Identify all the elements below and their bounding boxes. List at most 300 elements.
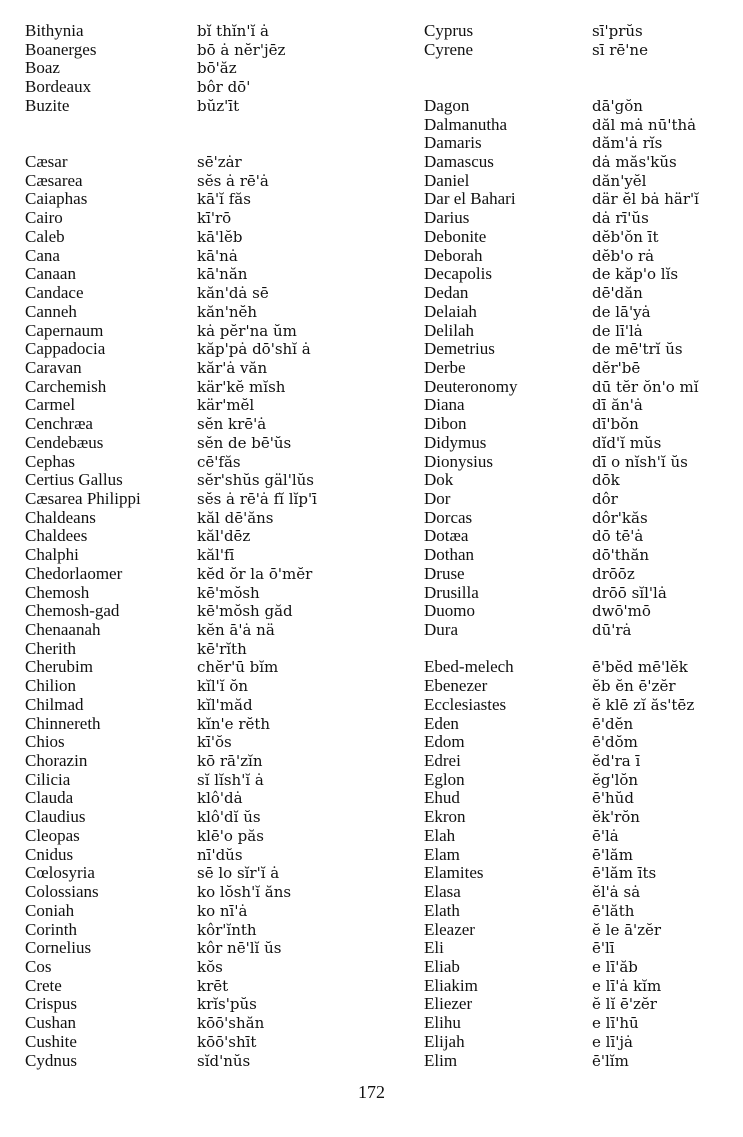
entry-pronunciation: ĕl'ȧ sȧ	[592, 883, 641, 902]
entry-name: Druse	[424, 563, 465, 583]
entry-name: Cushan	[25, 1013, 76, 1033]
entry-name: Canaan	[25, 264, 76, 284]
entry-name: Dura	[424, 620, 458, 639]
entry-name: Chilion	[25, 676, 77, 696]
dictionary-entry	[25, 1052, 355, 1071]
entry-pronunciation: ē'bĕd mē'lĕk	[592, 658, 688, 677]
dictionary-entry	[424, 396, 743, 415]
entry-name: Crispus	[25, 994, 77, 1014]
entry-name: Canneh	[25, 301, 77, 321]
entry-name: Capernaum	[25, 320, 104, 340]
entry-pronunciation: ē'lī	[592, 939, 615, 958]
entry-name: Elam	[424, 844, 460, 864]
entry-pronunciation: sĭd'nŭs	[197, 1051, 251, 1070]
entry-name: Elath	[424, 900, 460, 920]
entry-pronunciation: kȧ pĕr'na ŭm	[197, 321, 297, 340]
dictionary-entry	[424, 958, 743, 977]
dictionary-entry	[25, 771, 355, 790]
dictionary-entry	[424, 658, 743, 677]
entry-pronunciation: sē lo sĭr'ĭ ȧ	[197, 864, 280, 883]
entry-name: Cleopas	[25, 825, 80, 845]
entry-pronunciation: ĕ klē zĭ ăs'tēz	[592, 695, 695, 714]
entry-pronunciation: ē'lăth	[592, 901, 635, 920]
dictionary-entry	[25, 59, 355, 78]
entry-pronunciation: sĕn krē'ȧ	[197, 415, 267, 434]
dictionary-entry	[424, 284, 743, 303]
dictionary-entry	[424, 97, 743, 116]
dictionary-entry	[25, 546, 355, 565]
entry-name: Cenchræa	[25, 414, 93, 434]
dictionary-entry	[424, 846, 743, 865]
entry-pronunciation: dăl mȧ nū'thȧ	[592, 115, 697, 134]
entry-pronunciation: ē'lăm	[592, 845, 633, 864]
entry-pronunciation: kăl dē'ăns	[197, 508, 274, 527]
entry-pronunciation: kī'ŏs	[197, 733, 232, 752]
dictionary-entry	[424, 696, 743, 715]
entry-name: Elamites	[424, 863, 484, 883]
entry-pronunciation: kōō'shīt	[197, 1032, 257, 1051]
dictionary-entry	[25, 172, 355, 191]
entry-name: Cnidus	[25, 844, 74, 864]
entry-name: Eliezer	[424, 994, 473, 1014]
entry-name: Chalphi	[25, 545, 79, 565]
dictionary-entry	[25, 827, 355, 846]
dictionary-entry	[25, 864, 355, 883]
entry-pronunciation: bō'ăz	[197, 59, 237, 78]
dictionary-entry	[424, 808, 743, 827]
dictionary-entry	[424, 827, 743, 846]
dictionary-entry	[25, 190, 355, 209]
entry-name: Crete	[25, 975, 62, 995]
entry-pronunciation: chĕr'ū bĭm	[197, 658, 279, 677]
dictionary-entry	[424, 41, 743, 60]
dictionary-entry	[424, 602, 743, 621]
entry-name: Elijah	[424, 1031, 465, 1051]
entry-pronunciation: dĕr'bē	[592, 358, 641, 377]
entry-pronunciation: e lī'ăb	[592, 957, 638, 976]
dictionary-entry	[25, 565, 355, 584]
entry-pronunciation: ĕ lĭ ē'zĕr	[592, 995, 657, 1014]
entry-pronunciation: ē'dŏm	[592, 733, 638, 752]
entry-pronunciation: sĭ lĭsh'ĭ ȧ	[197, 770, 264, 789]
entry-name: Eli	[424, 938, 444, 958]
entry-name: Didymus	[424, 432, 487, 452]
dictionary-entry	[424, 621, 743, 640]
entry-pronunciation: dăn'yĕl	[592, 171, 647, 190]
dictionary-entry	[25, 153, 355, 172]
entry-pronunciation: de lī'lȧ	[592, 321, 643, 340]
entry-pronunciation: dā'gŏn	[592, 96, 643, 115]
entry-name: Elihu	[424, 1013, 461, 1033]
entry-pronunciation: kā'lĕb	[197, 227, 243, 246]
dictionary-entry	[25, 509, 355, 528]
dictionary-entry	[424, 322, 743, 341]
entry-name: Cairo	[25, 208, 63, 228]
dictionary-entry	[25, 921, 355, 940]
entry-name: Damascus	[424, 152, 494, 172]
entry-name: Cherubim	[25, 657, 93, 677]
entry-name: Corinth	[25, 919, 77, 939]
entry-pronunciation: dôr	[592, 489, 618, 508]
entry-pronunciation: ĕ le ā'zĕr	[592, 920, 662, 939]
dictionary-entry	[424, 209, 743, 228]
dictionary-entry	[424, 883, 743, 902]
entry-name: Decapolis	[424, 264, 492, 284]
dictionary-entry	[424, 715, 743, 734]
dictionary-entry	[25, 265, 355, 284]
entry-pronunciation: dôr'kăs	[592, 508, 648, 527]
entry-pronunciation: de kăp'o lĭs	[592, 265, 679, 284]
dictionary-entry	[25, 939, 355, 958]
dictionary-entry	[25, 303, 355, 322]
left-column	[25, 22, 355, 1070]
entry-pronunciation: de mē'trĭ ŭs	[592, 340, 683, 359]
entry-name: Chilmad	[25, 694, 84, 714]
entry-pronunciation: ĕg'lŏn	[592, 770, 639, 789]
dictionary-entry	[424, 921, 743, 940]
entry-pronunciation: kĕd ŏr la ō'mĕr	[197, 564, 313, 583]
entry-pronunciation: klô'dĭ ŭs	[197, 808, 261, 827]
entry-name: Eliakim	[424, 975, 478, 995]
entry-pronunciation: klô'dȧ	[197, 789, 243, 808]
entry-pronunciation: kôr nē'lĭ ŭs	[197, 939, 282, 958]
entry-pronunciation: ĕk'rŏn	[592, 808, 640, 827]
entry-name: Boanerges	[25, 39, 97, 59]
dictionary-entry	[25, 584, 355, 603]
dictionary-entry	[424, 509, 743, 528]
entry-name: Edrei	[424, 751, 461, 771]
dictionary-entry	[25, 1014, 355, 1033]
entry-pronunciation: kĭl'măd	[197, 695, 253, 714]
entry-name: Ebed-melech	[424, 657, 514, 677]
dictionary-entry	[25, 883, 355, 902]
entry-name: Eden	[424, 713, 459, 733]
entry-pronunciation: kăn'nĕh	[197, 302, 258, 321]
entry-pronunciation: kĭn'e rĕth	[197, 714, 271, 733]
entry-pronunciation: kôr'ĭnth	[197, 920, 257, 939]
entry-name: Chaldees	[25, 526, 88, 546]
entry-name: Cornelius	[25, 938, 92, 958]
dictionary-entry	[25, 396, 355, 415]
dictionary-entry	[25, 658, 355, 677]
entry-pronunciation: kăr'ȧ văn	[197, 358, 268, 377]
dictionary-entry	[424, 902, 743, 921]
entry-name: Dalmanutha	[424, 114, 508, 134]
dictionary-entry	[25, 902, 355, 921]
dictionary-entry	[424, 453, 743, 472]
dictionary-entry	[25, 808, 355, 827]
dictionary-entry	[25, 41, 355, 60]
dictionary-entry	[424, 771, 743, 790]
entry-pronunciation: drōōz	[592, 564, 635, 583]
dictionary-entry	[25, 209, 355, 228]
entry-name: Eglon	[424, 769, 465, 789]
dictionary-entry	[25, 490, 355, 509]
dictionary-entry	[25, 789, 355, 808]
entry-pronunciation: kăl'fī	[197, 546, 235, 565]
entry-pronunciation: sĕr'shŭs gäl'lŭs	[197, 471, 314, 490]
dictionary-entry	[424, 995, 743, 1014]
entry-name: Darius	[424, 208, 470, 228]
dictionary-entry	[25, 247, 355, 266]
entry-name: Ebenezer	[424, 676, 488, 696]
entry-name: Coniah	[25, 900, 75, 920]
entry-name: Deuteronomy	[424, 376, 518, 396]
entry-name: Dibon	[424, 414, 467, 434]
entry-name: Chorazin	[25, 751, 88, 771]
dictionary-entry	[424, 546, 743, 565]
dictionary-entry	[424, 134, 743, 153]
entry-pronunciation: dī ăn'ȧ	[592, 396, 643, 415]
entry-name: Cœlosyria	[25, 863, 95, 883]
entry-name: Dar el Bahari	[424, 189, 516, 209]
entry-pronunciation: dū'rȧ	[592, 621, 632, 639]
entry-name: Edom	[424, 732, 465, 752]
entry-name: Cyrene	[424, 39, 474, 59]
entry-name: Delaiah	[424, 301, 477, 321]
entry-pronunciation: dĭd'ĭ mŭs	[592, 433, 662, 452]
dictionary-entry	[424, 752, 743, 771]
entry-name: Dothan	[424, 545, 475, 565]
entry-name: Elim	[424, 1050, 458, 1070]
entry-name: Cana	[25, 245, 60, 265]
entry-name: Buzite	[25, 95, 70, 115]
entry-pronunciation: sī rē'ne	[592, 40, 648, 59]
dictionary-entry	[424, 565, 743, 584]
entry-pronunciation: kē'mŏsh	[197, 583, 260, 602]
dictionary-entry	[25, 995, 355, 1014]
dictionary-entry	[25, 434, 355, 453]
entry-name: Chaldeans	[25, 507, 96, 527]
entry-pronunciation: klē'o păs	[197, 826, 264, 845]
entry-pronunciation: dăm'ȧ rĭs	[592, 134, 663, 153]
entry-name: Cendebæus	[25, 432, 104, 452]
dictionary-entry	[424, 247, 743, 266]
entry-name: Cappadocia	[25, 339, 106, 359]
dictionary-entry	[25, 471, 355, 490]
dictionary-entry	[424, 303, 743, 322]
dictionary-entry	[424, 172, 743, 191]
entry-pronunciation: kär'mĕl	[197, 396, 255, 415]
entry-name: Caravan	[25, 357, 82, 377]
dictionary-entry	[424, 733, 743, 752]
entry-pronunciation: kē'rĭth	[197, 639, 247, 658]
dictionary-entry	[424, 1052, 743, 1071]
entry-spacer	[424, 59, 743, 78]
entry-name: Boaz	[25, 58, 60, 78]
entry-name: Duomo	[424, 601, 475, 621]
entry-pronunciation: kē'mŏsh găd	[197, 602, 293, 621]
entry-pronunciation: ē'hŭd	[592, 789, 634, 808]
dictionary-entry	[25, 228, 355, 247]
dictionary-entry	[25, 359, 355, 378]
dictionary-entry	[424, 228, 743, 247]
entry-pronunciation: ē'dĕn	[592, 714, 634, 733]
dictionary-entry	[25, 322, 355, 341]
entry-name: Claudius	[25, 807, 86, 827]
entry-pronunciation: e lī'jȧ	[592, 1032, 633, 1051]
entry-pronunciation: kăl'dēz	[197, 527, 251, 546]
entry-pronunciation: dwō'mō	[592, 602, 651, 621]
entry-pronunciation: krĭs'pŭs	[197, 995, 257, 1014]
entry-name: Derbe	[424, 357, 466, 377]
entry-name: Bordeaux	[25, 77, 92, 97]
entry-spacer	[424, 640, 743, 659]
entry-name: Carmel	[25, 395, 76, 415]
entry-pronunciation: e lī'hū	[592, 1014, 639, 1033]
dictionary-entry	[424, 190, 743, 209]
entry-pronunciation: dȧ măs'kŭs	[592, 153, 677, 172]
dictionary-entry	[25, 696, 355, 715]
dictionary-entry	[25, 340, 355, 359]
dictionary-entry	[424, 378, 743, 397]
dictionary-entry	[424, 340, 743, 359]
entry-pronunciation: nī'dŭs	[197, 845, 243, 864]
entry-name: Cæsarea	[25, 170, 83, 190]
entry-name: Chios	[25, 732, 65, 752]
entry-pronunciation: kā'nȧ	[197, 246, 238, 265]
dictionary-entry	[25, 715, 355, 734]
dictionary-entry	[424, 415, 743, 434]
entry-name: Chenaanah	[25, 620, 101, 639]
entry-name: Cydnus	[25, 1050, 77, 1070]
entry-name: Chemosh	[25, 582, 90, 602]
entry-name: Daniel	[424, 170, 470, 190]
dictionary-entry	[25, 677, 355, 696]
dictionary-entry	[424, 584, 743, 603]
entry-pronunciation: dū tĕr ŏn'o mĭ	[592, 377, 699, 396]
dictionary-entry	[25, 415, 355, 434]
entry-pronunciation: kī'rō	[197, 209, 232, 228]
entry-name: Elasa	[424, 882, 461, 902]
entry-name: Dagon	[424, 95, 470, 115]
entry-name: Candace	[25, 283, 84, 303]
dictionary-entry	[424, 1014, 743, 1033]
entry-name: Clauda	[25, 788, 74, 808]
entry-pronunciation: dō tē'ȧ	[592, 527, 644, 546]
dictionary-entry	[424, 527, 743, 546]
entry-name: Carchemish	[25, 376, 107, 396]
dictionary-entry	[424, 939, 743, 958]
entry-pronunciation: kā'năn	[197, 265, 248, 284]
dictionary-entry	[424, 864, 743, 883]
entry-pronunciation: kăp'pȧ dō'shĭ ȧ	[197, 340, 311, 359]
dictionary-entry	[424, 359, 743, 378]
entry-pronunciation: ĕd'ra ī	[592, 752, 641, 771]
entry-pronunciation: de lā'yȧ	[592, 302, 651, 321]
entry-pronunciation: sĕn de bē'ŭs	[197, 433, 292, 452]
dictionary-entry	[25, 378, 355, 397]
entry-pronunciation: bŭz'īt	[197, 96, 240, 115]
entry-pronunciation: dĕb'o rȧ	[592, 246, 655, 265]
entry-name: Caiaphas	[25, 189, 88, 209]
dictionary-entry	[25, 846, 355, 865]
entry-pronunciation: kōō'shăn	[197, 1014, 265, 1033]
entry-name: Debonite	[424, 226, 487, 246]
entry-name: Cushite	[25, 1031, 77, 1051]
entry-pronunciation: ko lŏsh'ĭ ăns	[197, 883, 292, 902]
entry-name: Chinnereth	[25, 713, 101, 733]
entry-name: Elah	[424, 825, 456, 845]
entry-spacer	[25, 116, 355, 135]
entry-spacer	[25, 134, 355, 153]
entry-name: Chemosh-gad	[25, 601, 120, 621]
entry-pronunciation: kĕn ā'ȧ nä	[197, 621, 275, 639]
entry-name: Cæsar	[25, 152, 68, 172]
entry-name: Dok	[424, 470, 454, 490]
dictionary-entry	[25, 733, 355, 752]
entry-pronunciation: ē'lĭm	[592, 1051, 629, 1070]
dictionary-entry	[25, 22, 355, 41]
entry-name: Dotæa	[424, 526, 469, 546]
entry-name: Demetrius	[424, 339, 495, 359]
dictionary-entry	[25, 958, 355, 977]
dictionary-entry	[25, 1033, 355, 1052]
dictionary-entry	[424, 677, 743, 696]
entry-pronunciation: ē'lȧ	[592, 826, 619, 845]
entry-name: Dedan	[424, 283, 469, 303]
page-number: 172	[358, 1082, 385, 1102]
entry-name: Drusilla	[424, 582, 479, 602]
entry-name: Ekron	[424, 807, 466, 827]
entry-pronunciation: cē'făs	[197, 452, 241, 471]
entry-pronunciation: dōk	[592, 471, 620, 490]
dictionary-entry	[424, 471, 743, 490]
entry-pronunciation: drōō sĭl'lȧ	[592, 583, 667, 602]
right-column	[424, 22, 743, 1070]
dictionary-entry	[25, 640, 355, 659]
dictionary-entry	[25, 78, 355, 97]
dictionary-entry	[424, 789, 743, 808]
entry-pronunciation: dī'bŏn	[592, 415, 639, 434]
entry-name: Damaris	[424, 133, 482, 153]
entry-name: Ecclesiastes	[424, 694, 507, 714]
dictionary-entry	[25, 602, 355, 621]
dictionary-entry	[424, 977, 743, 996]
entry-name: Dorcas	[424, 507, 473, 527]
entry-pronunciation: kĭl'ĭ ŏn	[197, 677, 249, 696]
entry-name: Dor	[424, 488, 451, 508]
entry-pronunciation: där ĕl bȧ här'ĭ	[592, 190, 699, 209]
entry-name: Caleb	[25, 226, 65, 246]
entry-pronunciation: sī'prŭs	[592, 22, 643, 40]
dictionary-entry	[424, 434, 743, 453]
entry-pronunciation: krēt	[197, 976, 229, 995]
entry-pronunciation: sĕs ȧ rē'ȧ fĭ lĭp'ī	[197, 489, 317, 508]
entry-name: Cos	[25, 956, 52, 976]
entry-pronunciation: ĕb ĕn ē'zĕr	[592, 677, 676, 696]
entry-pronunciation: sē'zȧr	[197, 153, 242, 172]
entry-pronunciation: kŏs	[197, 957, 223, 976]
entry-name: Certius Gallus	[25, 470, 123, 490]
dictionary-entry	[424, 490, 743, 509]
entry-name: Eleazer	[424, 919, 475, 939]
entry-pronunciation: dĕb'ŏn īt	[592, 227, 659, 246]
entry-name: Diana	[424, 395, 465, 415]
entry-pronunciation: e lī'ȧ kĭm	[592, 976, 662, 995]
entry-name: Bithynia	[25, 21, 84, 40]
entry-name: Colossians	[25, 882, 99, 902]
dictionary-entry	[424, 22, 743, 41]
entry-name: Eliab	[424, 956, 460, 976]
entry-name: Ehud	[424, 788, 460, 808]
entry-name: Cilicia	[25, 769, 71, 789]
entry-name: Deborah	[424, 245, 483, 265]
entry-pronunciation: dī o nĭsh'ĭ ŭs	[592, 452, 688, 471]
dictionary-entry	[25, 977, 355, 996]
dictionary-entry	[25, 97, 355, 116]
dictionary-entry	[424, 265, 743, 284]
